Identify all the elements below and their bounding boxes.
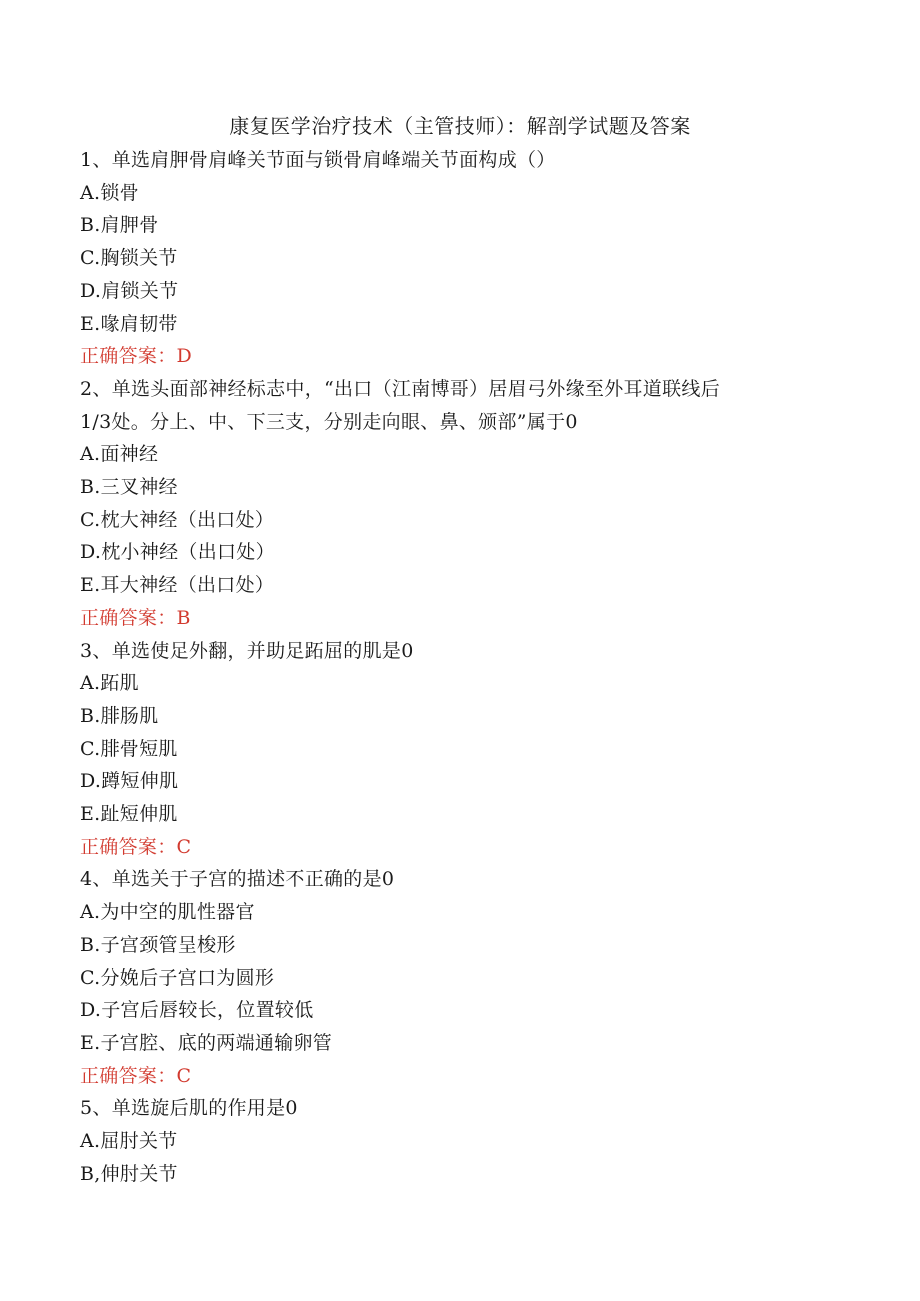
option-e: E.喙肩韧带 [80, 312, 178, 335]
option-e: E.趾短伸肌 [80, 803, 178, 826]
option-b: B.肩胛骨 [80, 214, 159, 237]
option-a: A.为中空的肌性器官 [80, 901, 255, 924]
document-title: 康复医学治疗技术（主管技师）：解剖学试题及答案 [229, 114, 691, 138]
option-a: A.跖肌 [80, 672, 139, 695]
option-b: B.腓肠肌 [80, 704, 159, 727]
question-block-4 [80, 863, 820, 1092]
question-list [80, 144, 820, 1191]
option-a: A.面神经 [80, 443, 159, 466]
correct-answer: 正确答案：D [80, 345, 193, 368]
question-stem: 5、单选旋后肌的作用是0 [80, 1097, 298, 1120]
question-block-3 [80, 635, 820, 864]
option-b: B.子宫颈管呈梭形 [80, 933, 236, 956]
option-a: A.屈肘关节 [80, 1130, 178, 1153]
option-d: D.肩锁关节 [80, 279, 179, 302]
option-c: C.腓骨短肌 [80, 737, 178, 760]
question-block-5 [80, 1092, 820, 1190]
question-stem: 1、单选肩胛骨肩峰关节面与锁骨肩峰端关节面构成（） [80, 149, 556, 171]
question-block-2 [80, 373, 820, 635]
correct-answer: 正确答案：C [80, 835, 192, 858]
option-c: C.分娩后子宫口为圆形 [80, 966, 275, 989]
option-b: B,伸肘关节 [80, 1162, 178, 1185]
option-e: E.耳大神经（出口处） [80, 574, 275, 597]
question-stem: 3、单选使足外翻，并助足跖屈的肌是0 [80, 639, 414, 662]
option-b: B.三叉神经 [80, 476, 178, 499]
question-block-1 [80, 144, 820, 373]
question-stem-continued: 1/3处。分上、中、下三支，分别走向眼、鼻、颁部”属于0 [80, 410, 578, 433]
option-c: C.胸锁关节 [80, 247, 178, 270]
correct-answer: 正确答案：C [80, 1064, 192, 1087]
option-e: E.子宫腔、底的两端通输卵管 [80, 1031, 333, 1054]
option-d: D.子宫后唇较长，位置较低 [80, 999, 314, 1022]
question-stem: 4、单选关于子宫的描述不正确的是0 [80, 868, 395, 891]
option-d: D.枕小神经（出口处） [80, 541, 275, 564]
question-stem: 2、单选头面部神经标志中，“出口（江南博哥）居眉弓外缘至外耳道联线后 [80, 377, 721, 400]
option-a: A.锁骨 [80, 181, 139, 204]
option-d: D.蹲短伸肌 [80, 770, 179, 793]
correct-answer: 正确答案：B [80, 606, 191, 629]
option-c: C.枕大神经（出口处） [80, 508, 275, 531]
